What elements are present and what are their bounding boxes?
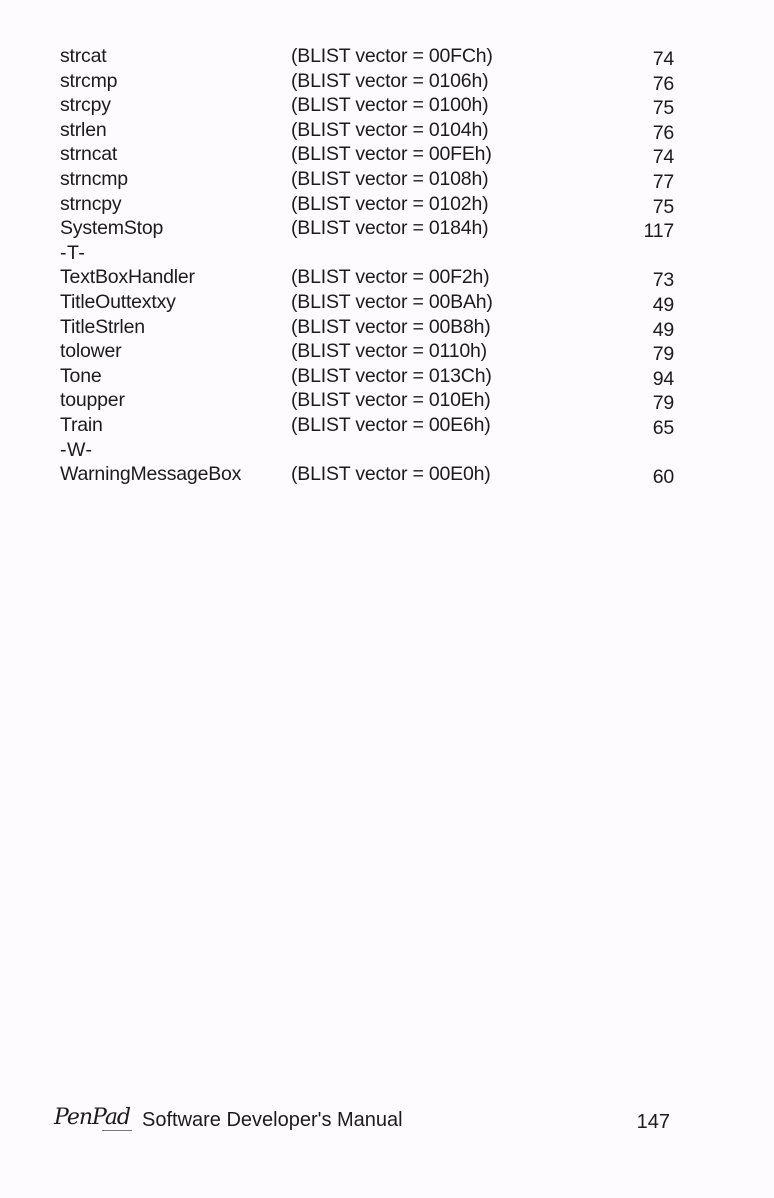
page-reference: 117 bbox=[643, 220, 674, 243]
index-entry bbox=[60, 290, 690, 315]
page-reference: 76 bbox=[652, 72, 674, 95]
index-entry bbox=[60, 142, 690, 167]
index-entry bbox=[60, 265, 690, 290]
index-entry bbox=[60, 216, 690, 241]
blist-vector: (BLIST vector = 00B8h) bbox=[291, 315, 491, 338]
blist-vector: (BLIST vector = 0184h) bbox=[291, 217, 489, 240]
index-entry bbox=[60, 93, 690, 118]
blist-vector: (BLIST vector = 013Ch) bbox=[291, 364, 492, 387]
section-letter: -W- bbox=[60, 438, 93, 461]
index-entry bbox=[60, 167, 690, 192]
index-entry bbox=[60, 462, 690, 487]
blist-vector: (BLIST vector = 00F2h) bbox=[291, 266, 490, 289]
blist-vector: (BLIST vector = 0102h) bbox=[291, 192, 489, 215]
function-name: tolower bbox=[60, 340, 122, 363]
function-name: strncpy bbox=[60, 192, 122, 215]
section-letter: -T- bbox=[60, 241, 86, 264]
blist-vector: (BLIST vector = 0110h) bbox=[291, 340, 487, 363]
index-entry bbox=[60, 388, 690, 413]
function-name: toupper bbox=[60, 389, 125, 412]
index-entry bbox=[60, 118, 690, 143]
section-heading bbox=[60, 438, 690, 463]
function-name: TextBoxHandler bbox=[60, 266, 195, 289]
blist-vector: (BLIST vector = 00E6h) bbox=[291, 413, 491, 436]
page-reference: 94 bbox=[652, 367, 674, 390]
manual-title: Software Developer's Manual bbox=[142, 1109, 403, 1131]
function-name: Train bbox=[60, 413, 103, 436]
blist-vector: (BLIST vector = 010Eh) bbox=[291, 389, 491, 412]
page-reference: 49 bbox=[652, 318, 674, 341]
index-entry bbox=[60, 413, 690, 438]
index-entry bbox=[60, 192, 690, 217]
page-reference: 79 bbox=[652, 343, 674, 366]
blist-vector: (BLIST vector = 00BAh) bbox=[291, 290, 493, 313]
function-name: strncat bbox=[60, 143, 118, 166]
index-entry bbox=[60, 364, 690, 389]
page-reference: 73 bbox=[652, 269, 674, 292]
logo-underline bbox=[102, 1130, 132, 1131]
page-footer bbox=[54, 1100, 674, 1140]
blist-vector: (BLIST vector = 0108h) bbox=[291, 167, 489, 190]
index-entry bbox=[60, 315, 690, 340]
function-name: WarningMessageBox bbox=[60, 463, 242, 486]
page-reference: 74 bbox=[652, 48, 674, 70]
page-reference: 76 bbox=[652, 121, 674, 144]
blist-vector: (BLIST vector = 00FCh) bbox=[291, 45, 493, 67]
page-reference: 75 bbox=[652, 195, 674, 218]
blist-vector: (BLIST vector = 0100h) bbox=[291, 94, 489, 117]
page-reference: 60 bbox=[652, 466, 674, 489]
function-name: strlen bbox=[60, 118, 107, 141]
index-entry bbox=[60, 339, 690, 364]
index-list bbox=[60, 44, 690, 487]
function-name: strcat bbox=[60, 45, 107, 67]
blist-vector: (BLIST vector = 00FEh) bbox=[291, 143, 492, 166]
page-reference: 49 bbox=[652, 293, 674, 316]
section-heading bbox=[60, 241, 690, 266]
index-entry bbox=[60, 44, 690, 69]
penpad-logo: PenPad bbox=[54, 1105, 131, 1130]
function-name: TitleOuttextxy bbox=[60, 290, 176, 313]
page-number: 147 bbox=[636, 1111, 670, 1133]
blist-vector: (BLIST vector = 0104h) bbox=[291, 118, 489, 141]
index-entry bbox=[60, 69, 690, 94]
function-name: TitleStrlen bbox=[60, 315, 145, 338]
function-name: Tone bbox=[60, 364, 102, 387]
page-reference: 79 bbox=[652, 392, 674, 415]
function-name: SystemStop bbox=[60, 217, 164, 240]
page-reference: 77 bbox=[652, 170, 674, 193]
page-reference: 74 bbox=[652, 146, 674, 169]
function-name: strncmp bbox=[60, 167, 128, 190]
page-reference: 75 bbox=[652, 97, 674, 120]
blist-vector: (BLIST vector = 0106h) bbox=[291, 69, 489, 92]
function-name: strcmp bbox=[60, 69, 118, 92]
function-name: strcpy bbox=[60, 94, 111, 117]
page-reference: 65 bbox=[652, 416, 674, 439]
blist-vector: (BLIST vector = 00E0h) bbox=[291, 463, 491, 486]
